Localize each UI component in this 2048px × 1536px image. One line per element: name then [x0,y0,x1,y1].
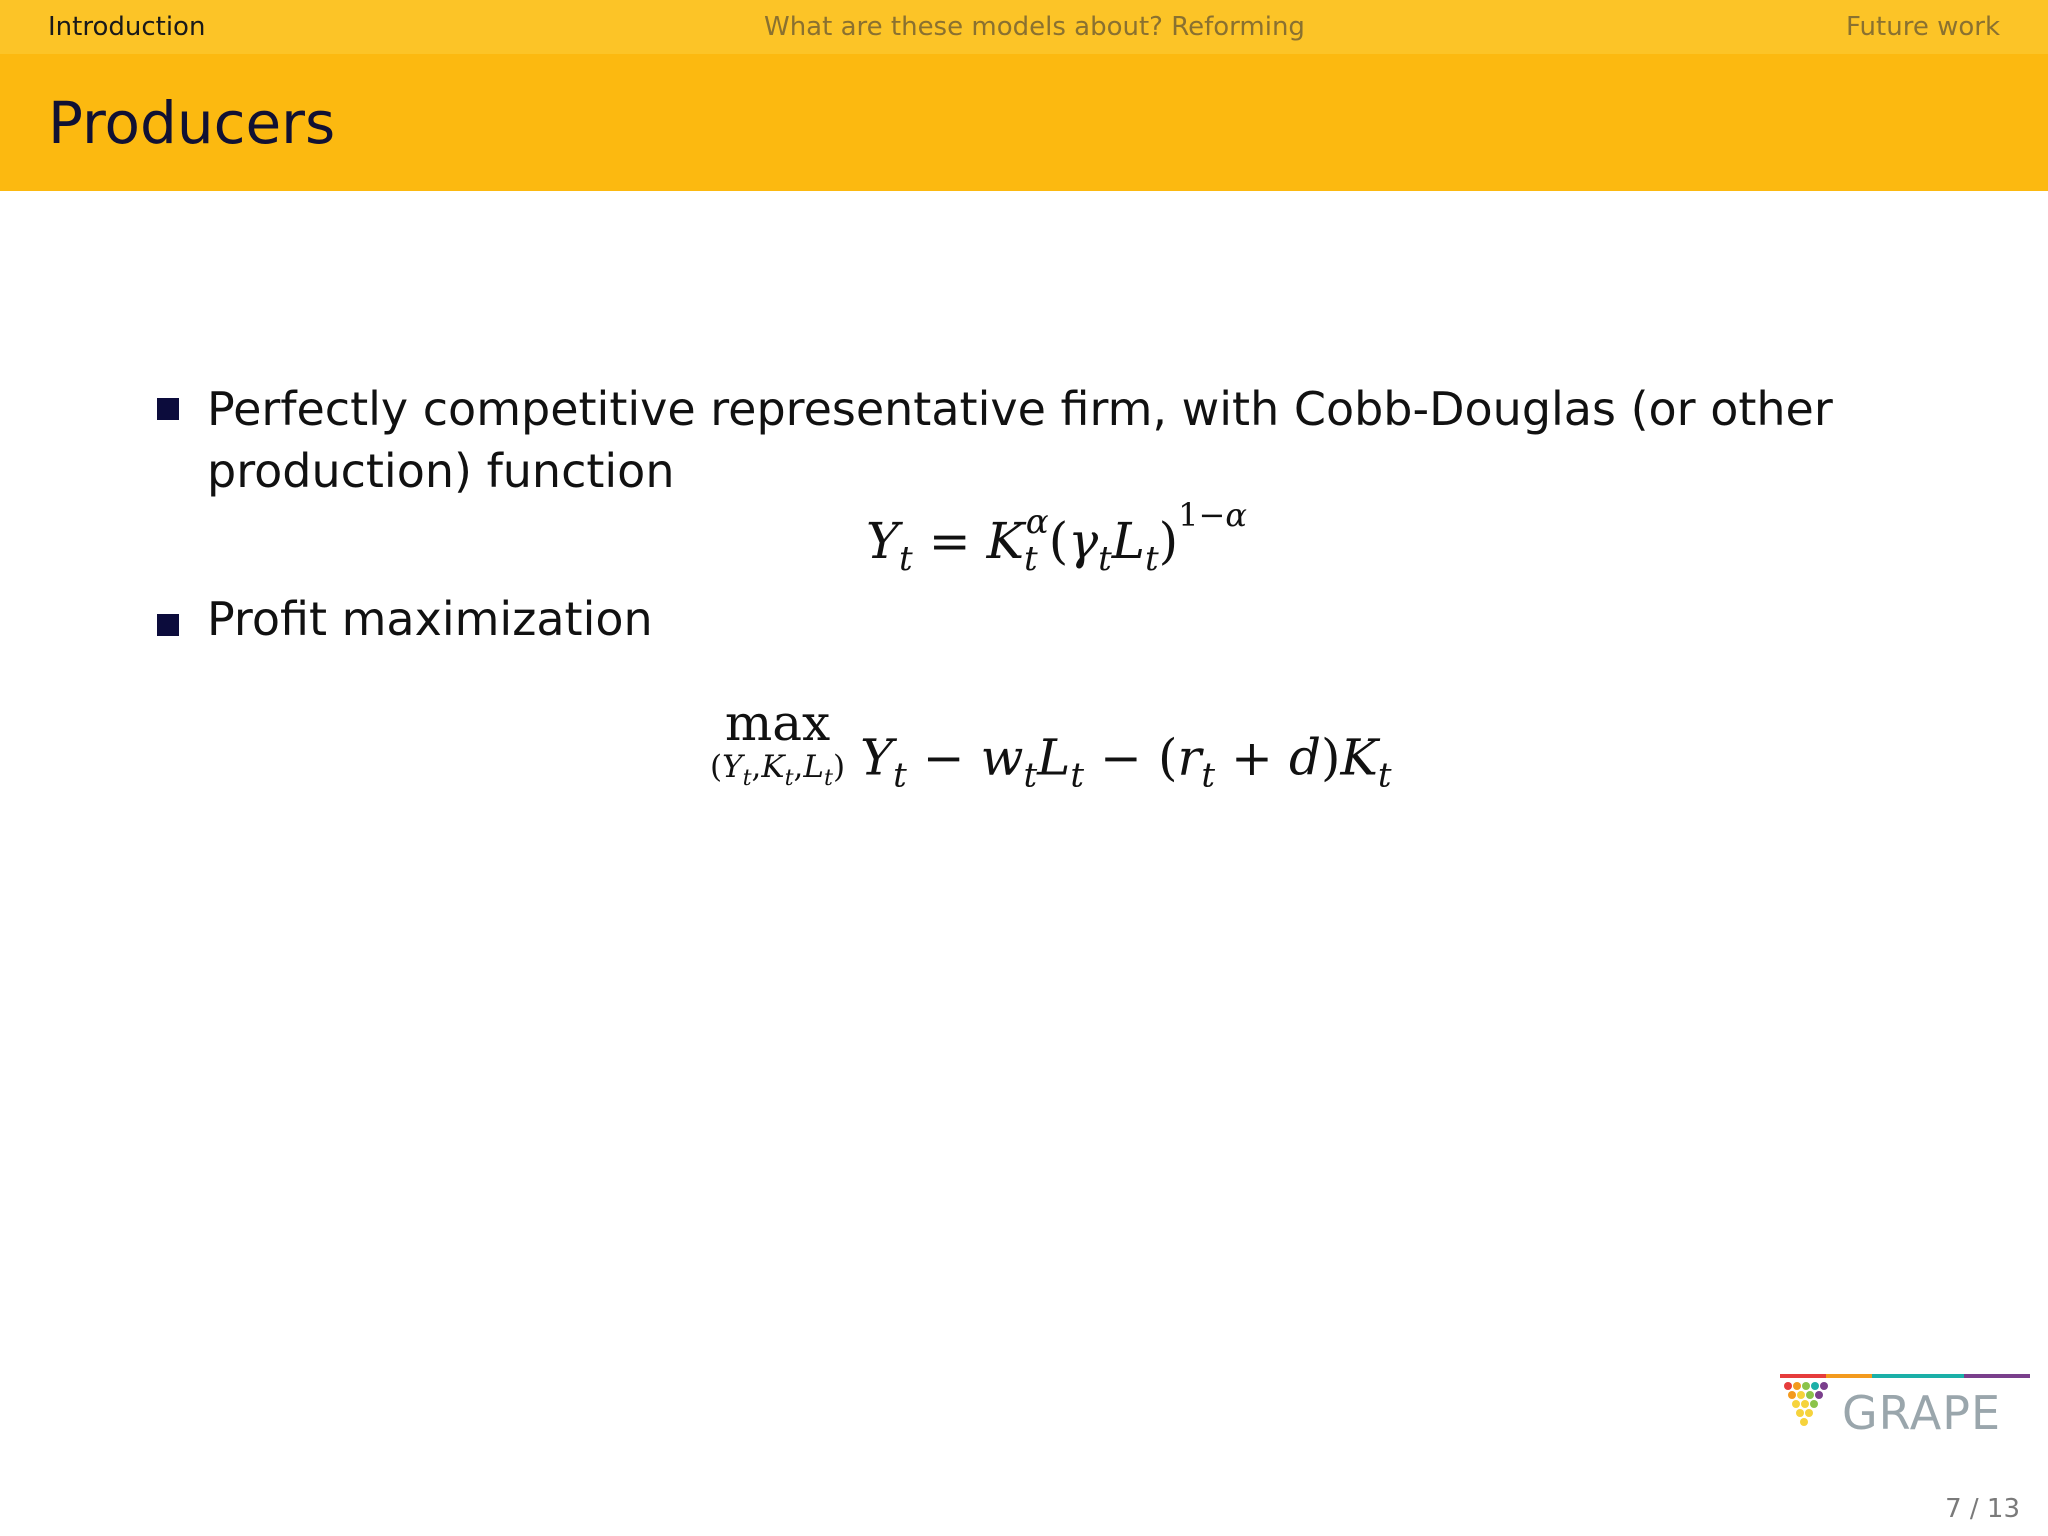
title-bar [0,54,2048,191]
logo-text: GRAPE [1842,1386,2002,1440]
page-number: 7 / 13 [1945,1494,2020,1524]
bullet-text-1b: production) function [207,444,675,498]
nav-section-future-work[interactable]: Future work [1846,12,2000,42]
bullet-text-1a: Perfectly competitive representative firm, with Cobb-Douglas (or other [207,382,1833,436]
max-operator: max $(Y_t,K_t,L_t)$ [710,694,846,791]
nav-section-introduction[interactable]: Introduction [48,12,206,42]
bullet-marker [157,398,179,420]
bullet-marker [157,614,179,636]
grape-logo [1780,1372,2030,1438]
bullet-text-2: Profit maximization [207,592,653,646]
profit-maximization-equation: max $(Y_t,K_t,L_t)$ $Y_t - w_tL_t - (r_t + d)K_t$ [710,694,1392,796]
nav-section-models[interactable]: What are these models about? Reforming [764,12,1305,42]
slide-title: Producers [48,89,336,157]
production-function-equation: $Y_t = K_t^\alpha(\gamma_tL_t)^{1-\alpha}$ [866,496,1247,579]
nav-bar [0,0,2048,54]
